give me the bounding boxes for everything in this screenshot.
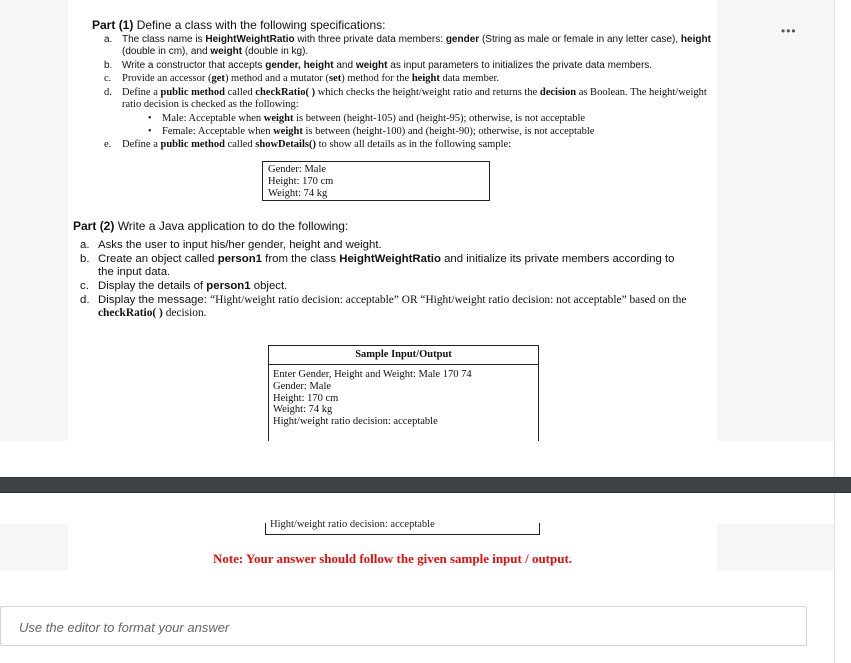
part2-section <box>73 218 693 321</box>
scrollbar-track[interactable] <box>834 0 851 663</box>
text-segment: Create an object called <box>98 252 218 265</box>
sample-io-body <box>269 365 538 428</box>
sample-io-line: Enter Gender, Height and Weight: Male 170 74 <box>273 369 472 380</box>
list-item <box>92 73 712 85</box>
right-gutter-top <box>717 0 834 441</box>
show-details-sample-box <box>262 161 490 201</box>
list-item-letter: c. <box>80 280 89 292</box>
answer-editor[interactable] <box>0 606 807 646</box>
text-segment: Define a <box>122 139 161 151</box>
text-segment: decision. <box>162 307 207 320</box>
text-segment: as Boolean. The height/weight ratio decision is checked as the following: <box>122 86 707 111</box>
text-segment: (double in cm), and <box>122 46 211 58</box>
list-item-letter: c. <box>104 73 112 85</box>
list-item-letter: a. <box>104 34 113 45</box>
answer-editor-placeholder: Use the editor to format your answer <box>19 620 230 635</box>
text-segment: Write a constructor that accepts <box>122 59 266 71</box>
part2-list <box>73 239 693 321</box>
list-item <box>73 280 693 293</box>
part1-section <box>92 17 712 153</box>
sample-box-edge <box>265 534 540 535</box>
text-segment: weight <box>210 46 243 58</box>
text-segment: person1 <box>206 280 251 292</box>
list-item <box>73 239 693 252</box>
text-segment: height <box>411 73 440 85</box>
list-item <box>92 60 712 72</box>
text-segment: ) method for the <box>341 73 412 85</box>
text-segment: Provide an accessor ( <box>122 73 212 85</box>
text-segment: decision <box>539 86 577 98</box>
sample-gender: Gender: Male <box>268 164 327 175</box>
text-segment: The class name is <box>122 34 206 45</box>
text-segment: to show all details as in the following sample: <box>315 139 512 151</box>
text-segment: object. <box>250 280 288 292</box>
part2-title-text: Write a Java application to do the following: <box>114 219 349 233</box>
text-segment: which checks the height/weight ratio and returns the <box>315 86 540 98</box>
text-segment: is between (height-105) and (height-95); otherwise, is not acceptable <box>293 112 586 124</box>
part1-title <box>92 17 712 33</box>
text-segment: Male: Acceptable when <box>162 112 264 124</box>
part2-title <box>73 218 693 234</box>
text-segment: Display the details of <box>98 280 207 292</box>
text-segment: person1 <box>217 252 262 265</box>
text-segment: and <box>333 59 356 71</box>
note-text: Note: Your answer should follow the given sample input / output. <box>212 551 573 566</box>
list-item <box>92 139 712 151</box>
text-segment: public method <box>160 86 225 98</box>
list-item-letter: b. <box>80 252 90 265</box>
sample-weight: Weight: 74 kg <box>268 187 328 199</box>
more-options-icon[interactable]: ••• <box>781 24 797 38</box>
part1-list <box>92 34 712 111</box>
list-item-letter: d. <box>80 293 90 306</box>
bullet-item <box>162 113 712 126</box>
text-segment: checkRatio( ) <box>255 86 316 98</box>
text-segment: Asks the user to input his/her gender, height and weight. <box>98 239 382 251</box>
part1-title-text: Define a class with the following specifications: <box>133 18 386 32</box>
list-item <box>92 87 712 111</box>
sample-height: Height: 170 cm <box>268 175 334 187</box>
text-segment: called <box>224 86 256 98</box>
text-segment: Female: Acceptable when <box>162 125 274 137</box>
image-divider <box>0 477 851 493</box>
text-segment: HeightWeightRatio <box>339 252 441 265</box>
list-item-letter: a. <box>80 239 90 251</box>
left-gutter-bottom <box>0 524 68 570</box>
text-segment: Define a <box>122 86 161 98</box>
sample-io-header: Sample Input/Output <box>269 346 538 365</box>
text-segment: from the class <box>262 252 340 265</box>
text-segment: weight <box>355 59 388 71</box>
text-segment: gender <box>445 34 480 45</box>
list-item <box>73 294 693 321</box>
text-segment: set <box>329 73 342 85</box>
text-segment: weight <box>273 125 303 137</box>
part1-item-e <box>92 139 712 151</box>
text-segment: ) method and a mutator ( <box>224 73 330 85</box>
list-item-letter: e. <box>104 139 112 151</box>
text-segment: height <box>680 34 711 45</box>
left-gutter-top <box>0 0 68 441</box>
part2-label: Part <box>73 219 97 233</box>
part1-number: (1) <box>118 18 134 32</box>
sample-io-line: Height: 170 cm <box>273 392 339 404</box>
sample-io-box <box>268 345 539 441</box>
text-segment: weight <box>263 112 294 124</box>
text-segment: Display the message: <box>98 293 211 306</box>
sample-io-line: Gender: Male <box>273 380 332 392</box>
text-segment: (double in kg). <box>242 46 309 58</box>
question-document <box>68 0 717 441</box>
text-segment: checkRatio( ) <box>98 307 163 320</box>
list-item-letter: b. <box>104 59 113 71</box>
text-segment: (String as male or female in any letter case), <box>479 34 681 45</box>
list-item <box>73 253 693 280</box>
text-segment: showDetails() <box>255 139 316 151</box>
text-segment: “Hight/weight ratio decision: acceptable” OR “Hight/weight ratio decision: not acceptable” based on the <box>210 293 687 306</box>
text-segment: as input parameters to initializes the private data members. <box>387 59 653 71</box>
part1-bullets <box>92 113 712 139</box>
sample-io-line: Weight: 74 kg <box>273 404 333 416</box>
text-segment: with three private data members: <box>294 34 446 45</box>
text-segment: HeightWeightRatio <box>205 34 295 45</box>
sample-io-continued-line: Hight/weight ratio decision: acceptable <box>270 519 435 530</box>
text-segment: gender, height <box>265 59 334 71</box>
text-segment: data member. <box>439 73 500 85</box>
text-segment: and initialize its private members according to the input data. <box>98 252 675 279</box>
list-item <box>92 34 712 58</box>
text-segment: get <box>211 73 225 85</box>
part1-label: Part <box>92 18 116 32</box>
part2-number: (2) <box>99 219 115 233</box>
bullet-item <box>162 126 712 139</box>
list-item-letter: d. <box>104 86 112 98</box>
text-segment: public method <box>160 139 225 151</box>
right-gutter-bottom <box>717 524 834 570</box>
text-segment: is between (height-100) and (height-90); otherwise, is not acceptable <box>302 125 595 137</box>
text-segment: called <box>224 139 256 151</box>
sample-io-line: Hight/weight ratio decision: acceptable <box>273 416 438 428</box>
